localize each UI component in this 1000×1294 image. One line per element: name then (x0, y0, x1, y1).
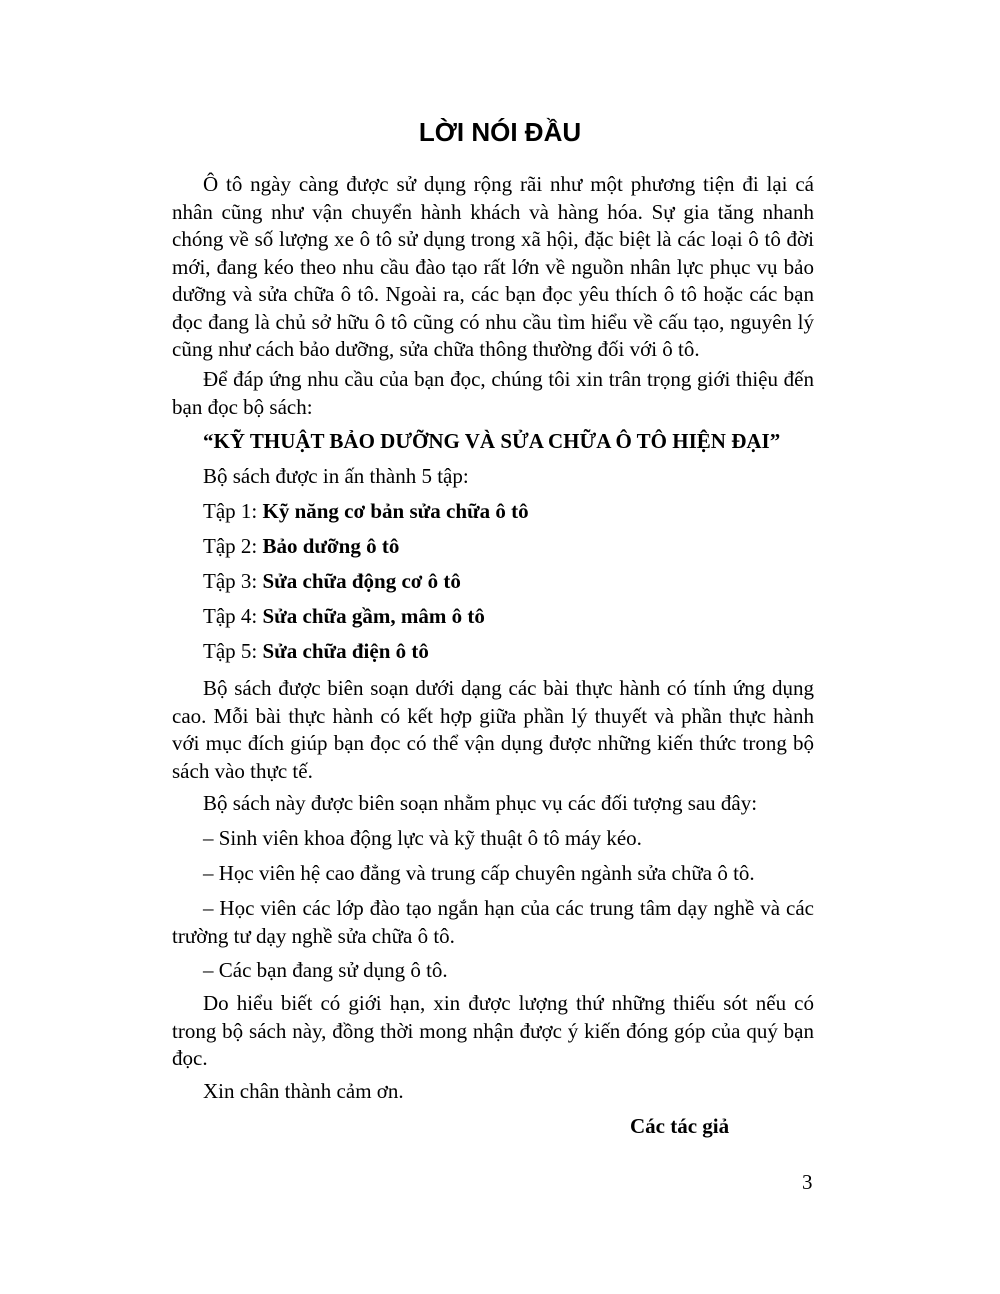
compiled-paragraph: Bộ sách được biên soạn dưới dạng các bài thực hành có tính ứng dụng cao. Mỗi bài thực hành có kết hợp giữa phần lý thuyết và phần thực hành với mục đích giúp bạn đọc có thể vận dụng được những kiến thức trong bộ sách vào thực tế. (172, 676, 814, 783)
volume-item (203, 638, 429, 666)
volume-label: Tập 5: (203, 639, 263, 663)
volume-item (203, 533, 399, 561)
volume-title: Sửa chữa gầm, mâm ô tô (262, 604, 485, 628)
apology-paragraph: Do hiểu biết có giới hạn, xin được lượng thứ những thiếu sót nếu có trong bộ sách này, đồng thời mong nhận được ý kiến đóng góp của quý bạn đọc. (172, 991, 814, 1070)
page-title: LỜI NÓI ĐẦU (418, 117, 582, 147)
intro-paragraph: Ô tô ngày càng được sử dụng rộng rãi như một phương tiện đi lại cá nhân cũng như vận chuyển hành khách và hàng hóa. Sự gia tăng nhanh chóng về số lượng xe ô tô sử dụng trong xã hội, đặc biệt là các loại ô tô đời mới, đang kéo theo nhu cầu đào tạo rất lớn về nguồn nhân lực phục vụ bảo dưỡng và sửa chữa ô tô. Ngoài ra, các bạn đọc yêu thích ô tô hoặc các bạn đọc đang là chủ sở hữu ô tô cũng có nhu cầu tìm hiểu về cấu tạo, nguyên lý cũng như cách bảo dưỡng, sửa chữa thông thường đối với ô tô. (172, 172, 814, 361)
volume-label: Tập 1: (203, 499, 263, 523)
audience-item: – Học viên hệ cao đẳng và trung cấp chuyên ngành sửa chữa ô tô. (203, 861, 755, 885)
audience-intro: Bộ sách này được biên soạn nhằm phục vụ các đối tượng sau đây: (203, 791, 758, 815)
series-title: “KỸ THUẬT BẢO DƯỠNG VÀ SỬA CHỮA Ô TÔ HIỆN ĐẠI” (203, 429, 781, 453)
volume-label: Tập 3: (203, 569, 263, 593)
volume-item (203, 603, 485, 631)
page-number: 3 (802, 1170, 813, 1194)
introduce-paragraph: Để đáp ứng nhu cầu của bạn đọc, chúng tôi xin trân trọng giới thiệu đến bạn đọc bộ sách: (172, 367, 814, 419)
volume-item (203, 498, 529, 526)
audience-item: – Học viên các lớp đào tạo ngắn hạn của các trung tâm dạy nghề và các trường tư dạy nghề sửa chữa ô tô. (172, 896, 814, 948)
volume-title: Sửa chữa động cơ ô tô (262, 569, 461, 593)
audience-item: – Các bạn đang sử dụng ô tô. (203, 958, 448, 982)
volume-item (203, 568, 461, 596)
volume-title: Kỹ năng cơ bản sửa chữa ô tô (262, 499, 529, 523)
audience-item: – Sinh viên khoa động lực và kỹ thuật ô tô máy kéo. (203, 826, 642, 850)
volume-title: Bảo dưỡng ô tô (262, 534, 400, 558)
author-signature: Các tác giả (630, 1114, 730, 1138)
volume-label: Tập 2: (203, 534, 263, 558)
volume-title: Sửa chữa điện ô tô (262, 639, 429, 663)
volume-label: Tập 4: (203, 604, 263, 628)
thanks-line: Xin chân thành cảm ơn. (203, 1079, 404, 1103)
volumes-intro: Bộ sách được in ấn thành 5 tập: (203, 464, 469, 488)
